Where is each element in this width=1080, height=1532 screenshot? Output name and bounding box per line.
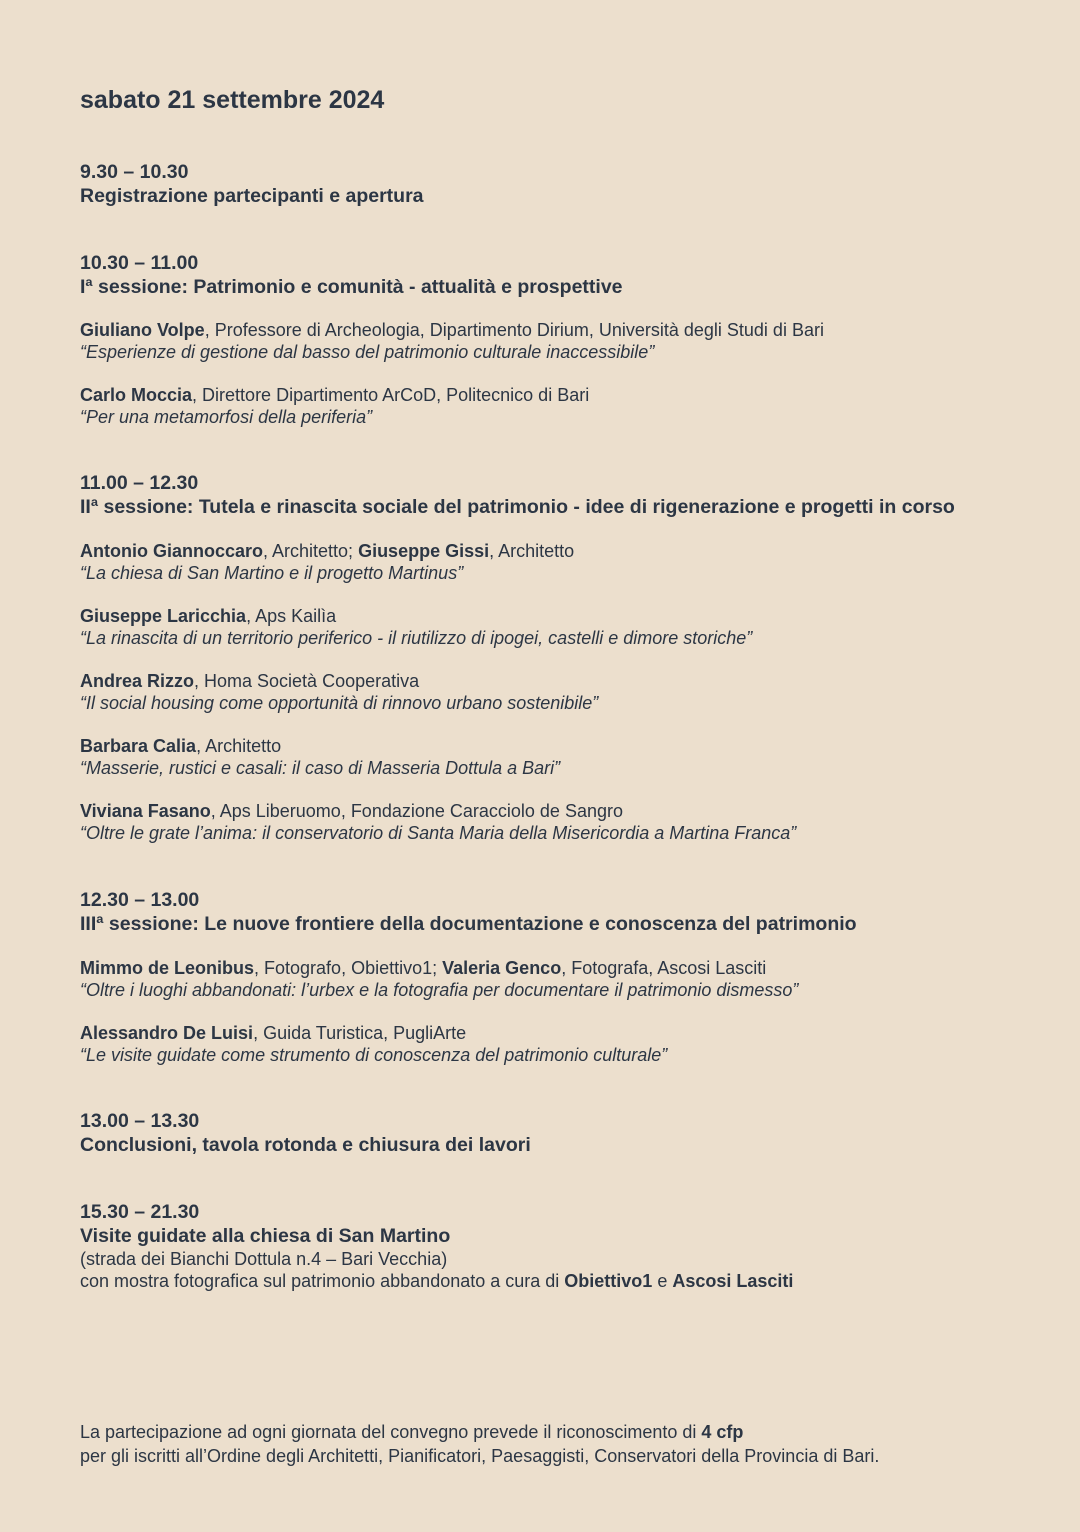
speaker-entry [80,540,574,584]
speaker-name: Giuseppe Gissi [358,541,490,561]
programme-date: sabato 21 settembre 2024 [80,86,385,114]
speaker-role: , Fotografo, Obiettivo1; [254,958,443,978]
speaker-entry [80,605,752,649]
speaker-role: , Homa Società Cooperativa [194,671,420,691]
speaker-name: Barbara Calia [80,736,197,756]
speaker-name: Alessandro De Luisi [80,1023,254,1043]
organizer-name: Ascosi Lasciti [672,1271,794,1291]
conjunction: e [652,1271,673,1291]
talk-title: “La rinascita di un territorio periferico - il riutilizzo di ipogei, castelli e dimore storiche” [80,628,753,648]
speaker-name: Valeria Genco [442,958,562,978]
speaker-name: Mimmo de Leonibus [80,958,255,978]
credits-audience: per gli iscritti all’Ordine degli Architetti, Pianificatori, Paesaggisti, Conservatori della Provincia di Bari. [80,1446,880,1466]
slot-session-1 [80,251,623,299]
slot-title: IIIª sessione: Le nuove frontiere della documentazione e conoscenza del patrimonio [80,913,857,935]
speaker-name: Antonio Giannoccaro [80,541,264,561]
talk-title: “La chiesa di San Martino e il progetto Martinus” [80,563,464,583]
visit-address: (strada dei Bianchi Dottula n.4 – Bari Vecchia) [80,1249,448,1269]
speaker-entry [80,735,560,779]
speaker-entry [80,1022,667,1066]
slot-registration [80,160,424,208]
slot-session-2 [80,471,955,519]
credits-note [80,1420,879,1468]
slot-time: 11.00 – 12.30 [80,472,199,494]
speaker-role: , Fotografa, Ascosi Lasciti [561,958,767,978]
slot-time: 10.30 – 11.00 [80,252,199,274]
talk-title: “Per una metamorfosi della periferia” [80,407,373,427]
slot-title: Conclusioni, tavola rotonda e chiusura dei lavori [80,1134,531,1156]
slot-time: 13.00 – 13.30 [80,1110,200,1132]
slot-title: Registrazione partecipanti e apertura [80,185,424,207]
visit-exhibition [80,1270,793,1292]
speaker-name: Viviana Fasano [80,801,211,821]
talk-title: “Masserie, rustici e casali: il caso di Masseria Dottula a Bari” [80,758,561,778]
speaker-role: , Guida Turistica, PugliArte [253,1023,467,1043]
speaker-role: , Aps Liberuomo, Fondazione Caracciolo de Sangro [210,801,623,821]
speaker-role: , Architetto [196,736,282,756]
speaker-name: Carlo Moccia [80,385,193,405]
speaker-role: , Aps Kailìa [246,606,337,626]
speaker-entry [80,957,798,1001]
speaker-role: , Architetto [489,541,575,561]
speaker-role: , Architetto; [263,541,359,561]
speaker-name: Andrea Rizzo [80,671,195,691]
credits-text: La partecipazione ad ogni giornata del convegno prevede il riconoscimento di [80,1422,702,1442]
slot-title: Visite guidate alla chiesa di San Martino [80,1225,451,1247]
slot-time: 9.30 – 10.30 [80,161,189,183]
slot-title: IIª sessione: Tutela e rinascita sociale del patrimonio - idee di rigenerazione e progetti in corso [80,496,955,518]
slot-guided-visits [80,1200,793,1292]
talk-title: “Oltre i luoghi abbandonati: l’urbex e la fotografia per documentare il patrimonio dismesso” [80,980,799,1000]
speaker-entry [80,319,824,363]
slot-time: 15.30 – 21.30 [80,1201,200,1223]
speaker-name: Giuliano Volpe [80,320,205,340]
speaker-entry [80,384,589,428]
exhibition-text: con mostra fotografica sul patrimonio abbandonato a cura di [80,1271,565,1291]
organizer-name: Obiettivo1 [564,1271,653,1291]
talk-title: “Oltre le grate l’anima: il conservatorio di Santa Maria della Misericordia a Martina Franca” [80,823,797,843]
talk-title: “Esperienze di gestione dal basso del patrimonio culturale inaccessibile” [80,342,655,362]
slot-time: 12.30 – 13.00 [80,889,200,911]
slot-title: Iª sessione: Patrimonio e comunità - attualità e prospettive [80,276,623,298]
speaker-role: , Professore di Archeologia, Dipartimento Dirium, Università degli Studi di Bari [204,320,824,340]
speaker-entry [80,670,598,714]
slot-conclusions [80,1109,531,1157]
speaker-name: Giuseppe Laricchia [80,606,247,626]
speaker-role: , Direttore Dipartimento ArCoD, Politecnico di Bari [192,385,590,405]
slot-session-3 [80,888,857,936]
talk-title: “Il social housing come opportunità di rinnovo urbano sostenibile” [80,693,599,713]
credits-value: 4 cfp [701,1422,744,1442]
speaker-entry [80,800,796,844]
talk-title: “Le visite guidate come strumento di conoscenza del patrimonio culturale” [80,1045,668,1065]
